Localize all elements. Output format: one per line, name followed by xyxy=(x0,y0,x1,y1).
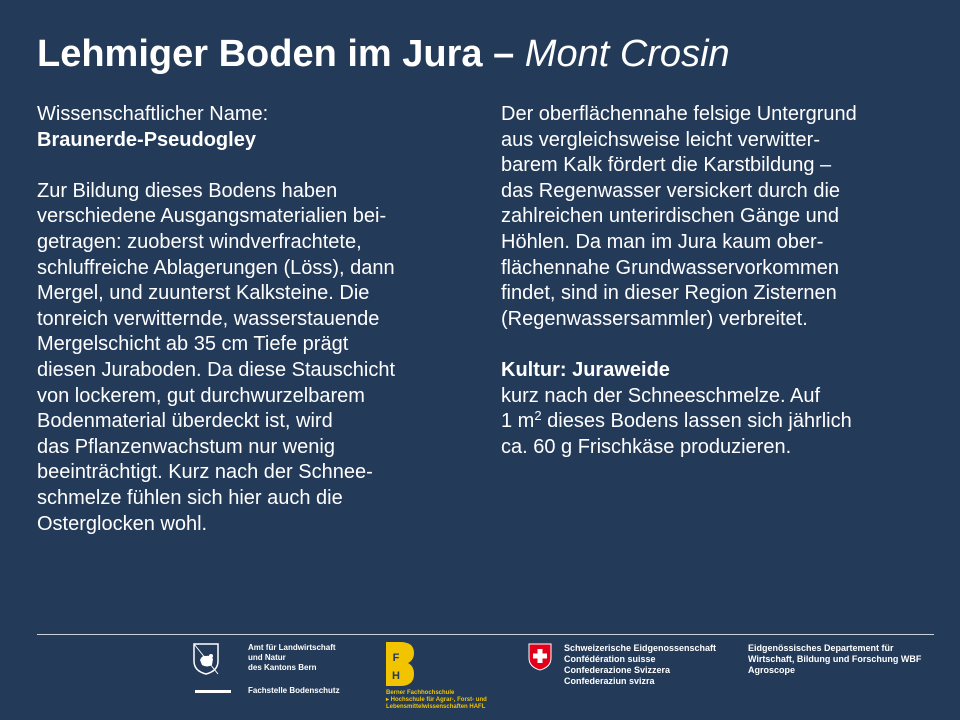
text-line: Der oberflächennahe felsige Untergrund xyxy=(501,103,857,125)
title-main: Lehmiger Boden im Jura – xyxy=(37,33,525,75)
swiss-cross-shield-icon xyxy=(528,643,552,671)
text-line: das Pflanzenwachstum nur wenig xyxy=(37,435,335,458)
text-line: Confederazione Svizzera xyxy=(564,665,671,675)
text-line: Mergel, und zuunterst Kalksteine. Die xyxy=(37,282,370,305)
text-line: und Natur xyxy=(248,653,286,662)
fh-name xyxy=(386,690,516,711)
text-line: verschiedene Ausgangsmaterialien bei- xyxy=(37,205,387,228)
text-line: Höhlen. Da man im Jura kaum ober- xyxy=(501,230,824,253)
area-exponent: 2 xyxy=(534,408,542,424)
text-line: Lebensmittelwissenschaften HAFL xyxy=(386,704,486,710)
title-location: Mont Crosin xyxy=(524,33,730,75)
text-line: schmelze fühlen sich hier auch die xyxy=(37,486,343,509)
text-line: Schweizerische Eidgenossenschaft xyxy=(564,643,717,653)
bern-bear-shield-icon xyxy=(193,643,219,675)
text-line: das Regenwasser versickert durch die xyxy=(501,179,841,202)
text-line: aus vergleichsweise leicht verwitter- xyxy=(501,128,821,151)
scientific-name: Braunerde-Pseudogley xyxy=(37,128,256,151)
right-column xyxy=(501,102,931,460)
text-line: Amt für Landwirtschaft xyxy=(248,643,336,652)
scientific-name-label: Wissenschaftlicher Name: xyxy=(37,103,269,125)
text-line: Osterglocken wohl. xyxy=(37,512,208,535)
bfh-logo-icon xyxy=(386,642,414,686)
text-line: Bodenmaterial überdeckt ist, wird xyxy=(37,410,333,433)
text-line: Zur Bildung dieses Bodens haben xyxy=(37,179,338,202)
left-column xyxy=(37,102,467,537)
culture-paragraph xyxy=(501,384,931,461)
text-line: getragen: zuoberst windverfrachtete, xyxy=(37,230,362,253)
text-line: Eidgenössisches Departement für xyxy=(748,643,894,653)
text-line: ▸ Hochschule für Agrar-, Forst- und xyxy=(386,697,487,703)
karst-paragraph xyxy=(501,102,931,332)
bern-unit-name: Fachstelle Bodenschutz xyxy=(248,686,340,695)
text-line: flächennahe Grundwasservorkommen xyxy=(501,256,839,279)
text-line: findet, sind in dieser Region Zisternen xyxy=(501,282,837,305)
text-line: tonreich verwitternde, wasserstauende xyxy=(37,307,380,330)
bern-office-name xyxy=(248,643,388,673)
footer-divider xyxy=(37,634,934,635)
swiss-confederation-name xyxy=(564,643,744,687)
text-line: zahlreichen unterirdischen Gänge und xyxy=(501,205,839,228)
text-line: kurz nach der Schneeschmelze. Auf xyxy=(501,384,821,407)
text-line: (Regenwassersammler) verbreitet. xyxy=(501,307,808,330)
text-line: Berner Fachhochschule xyxy=(386,690,455,696)
text-line: beeinträchtigt. Kurz nach der Schnee- xyxy=(37,461,373,484)
page-title xyxy=(37,32,730,76)
fh-mark-letter: F xyxy=(392,652,400,664)
text-line: des Kantons Bern xyxy=(248,663,317,672)
text-line: Confédération suisse xyxy=(564,654,656,664)
paragraph-gap xyxy=(501,332,931,358)
text-line: Confederaziun svizra xyxy=(564,676,655,686)
department-name xyxy=(748,643,938,676)
paragraph-gap xyxy=(37,153,467,179)
area-value: 1 m xyxy=(501,410,535,433)
text-line: von lockerem, gut durchwurzelbarem xyxy=(37,384,365,407)
culture-heading: Kultur: Juraweide xyxy=(501,358,670,381)
text-line: Mergelschicht ab 35 cm Tiefe prägt xyxy=(37,333,349,356)
text-line xyxy=(501,409,931,435)
text-line: Agroscope xyxy=(748,665,796,675)
text-line: barem Kalk fördert die Karstbildung – xyxy=(501,154,832,177)
text-line: ca. 60 g Frischkäse produzieren. xyxy=(501,435,792,458)
text-line: diesen Juraboden. Da diese Stauschicht xyxy=(37,358,396,381)
soil-formation-paragraph xyxy=(37,179,467,537)
text-line: schluffreiche Ablagerungen (Löss), dann xyxy=(37,256,395,279)
fh-mark-letter: H xyxy=(392,670,400,682)
text-line: Wirtschaft, Bildung und Forschung WBF xyxy=(748,654,922,664)
text-fragment: dieses Bodens lassen sich jährlich xyxy=(541,410,852,433)
bern-unit-bar xyxy=(195,690,231,693)
